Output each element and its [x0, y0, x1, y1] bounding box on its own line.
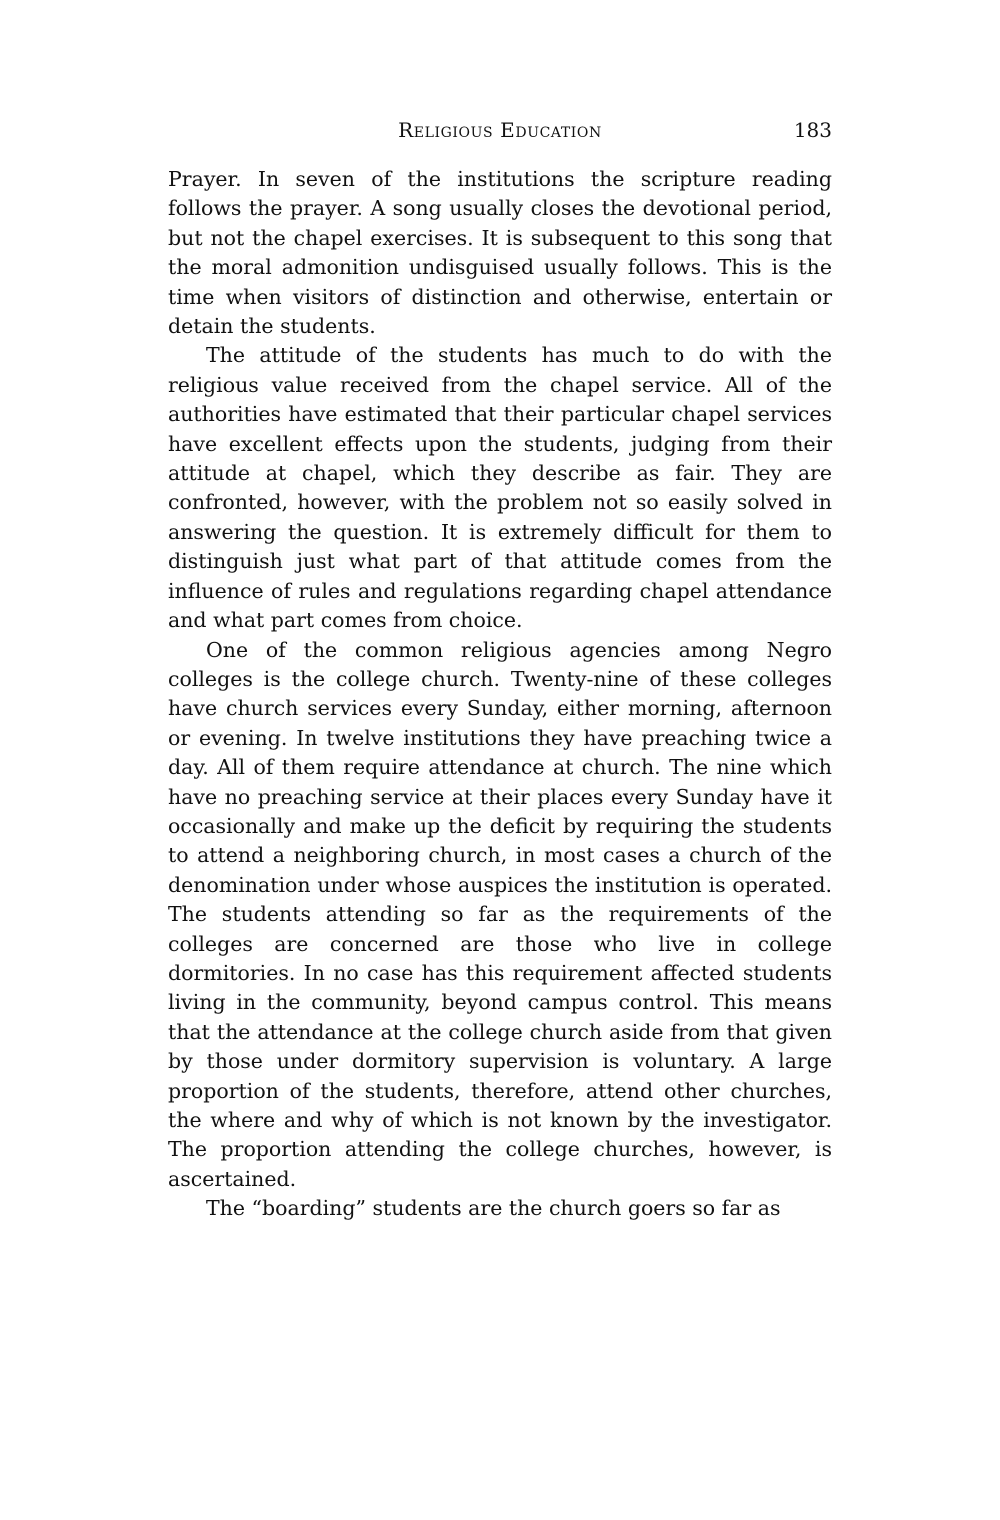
- paragraph-student-attitude: The attitude of the students has much to do with the religious value received from the chapel service. All of the authorities have estimated that their particular chapel services have excellent effects upon the students, judging from their attitude at chapel, which they describe as fair. They are confronted, however, with the problem not so easily solved in answering the question. It is extremely difficult for them to distinguish just what part of that attitude comes from the influence of rules and regulations regarding chapel attendance and what part comes from choice.: [168, 343, 832, 633]
- paragraph-chapel-prayer: Prayer. In seven of the institutions the scripture reading follows the prayer. A song usually closes the devotional period, but not the chapel exercises. It is subsequent to this song that the moral admonition undisguised usually follows. This is the time when visitors of distinction and otherwise, entertain or detain the students.: [168, 167, 832, 339]
- body-text: [168, 165, 832, 1224]
- paragraph-college-church: One of the common religious agencies among Negro colleges is the college church. Twenty-nine of these colleges have church services every Sunday, either morning, afternoon or evening. In twelve institutions they have preaching twice a day. All of them require attendance at church. The nine which have no preaching service at their places every Sunday have it occasionally and make up the deficit by requiring the students to attend a neighboring church, in most cases a church of the denomination under whose auspices the institution is operated. The students attending so far as the requirements of the colleges are concerned are those who live in college dormitories. In no case has this requirement affected students living in the community, beyond campus control. This means that the attendance at the college church aside from that given by those under dormitory supervision is voluntary. A large proportion of the students, therefore, attend other churches, the where and why of which is not known by the investigator. The proportion attending the college churches, however, is ascertained.: [168, 637, 832, 1191]
- running-title: Religious Education: [398, 118, 602, 142]
- page-number: 183: [793, 118, 832, 142]
- running-head: [168, 118, 832, 148]
- paragraph-boarding-students: The “boarding” students are the church goers so far as: [206, 1196, 781, 1221]
